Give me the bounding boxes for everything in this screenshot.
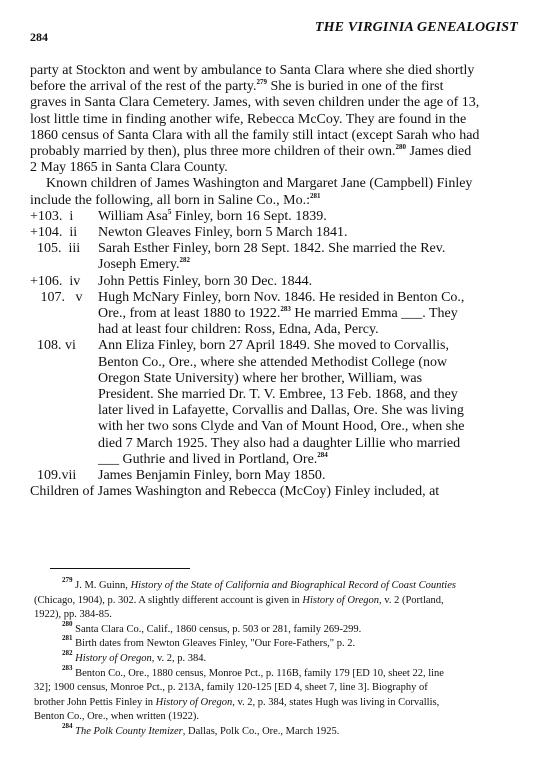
body-line: Children of James Washington and Rebecca (McCoy) Finley included, at [30, 484, 440, 500]
footnote-line [34, 634, 528, 652]
body-line: graves in Santa Clara Cemetery. James, with seven children under the age of 13, [30, 95, 480, 111]
body-line: before the arrival of the rest of the party.$^{279}$ She is buried in one of the first [30, 78, 444, 95]
footnote-line [34, 663, 528, 682]
page-header [30, 20, 518, 42]
footnote-text: , Dallas, Polk Co., Ore., March 1925. [182, 725, 340, 737]
footnote-line [34, 619, 528, 638]
footnote-ref: 279 [256, 78, 267, 87]
footnote-text: Birth dates from Newton Gleaves Finley, "Our Fore-Fathers," p. 2. [75, 638, 356, 650]
footnote-text: , v. 2, p. 384. [151, 652, 207, 664]
footnote-text: , v. 2, p. 384, states Hugh was living in Corvallis, [232, 696, 440, 708]
footnote-ref: 284 [317, 450, 328, 459]
italic-title: History of Oregon [75, 652, 152, 664]
footnote-text: Benton Co., Ore., when written (1922). [34, 711, 200, 723]
child-number: 109.vii [30, 468, 77, 484]
body-text [30, 63, 522, 500]
footnote-line [34, 710, 528, 725]
child-entry: +104. ii Newton Gleaves Finley, born 5 March 1841. [30, 225, 348, 241]
footnote-ref: 280 [395, 143, 406, 152]
italic-title: The Polk County Itemizer [75, 725, 183, 737]
footnote-number: 281 [62, 634, 73, 643]
journal-title: THE VIRGINIA GENEALOGIST [314, 20, 518, 35]
child-entry: 105. iii Sarah Esther Finley, born 28 Sept. 1842. She married the Rev. Joseph Emery.$^{282}$ [30, 241, 446, 273]
body-line: 1860 census of Santa Clara with all the family still intact (except Sarah who had [30, 127, 480, 143]
footnote-line [34, 648, 528, 667]
child-entry: 108. vi Ann Eliza Finley, born 27 April 1849. She moved to Corvallis, Benton Co., Ore., where she attended Methodist College (now Oregon State University) where her brother, William, was President. She married Dr. T. V. Embree, 13 Feb. 1868, and they later lived in Lafayette, Corvallis and Dallas, Ore. She was living with her two sons Clyde and Van of Mount Hood, Ore., when she died 7 March 1925. They also had a daughter Lillie who married ___ Guthrie and lived in Portland, Ore.$^{284}$ [30, 338, 465, 467]
body-line: probably married by then), plus three more children of their own.$^{280}$ James died [30, 143, 472, 160]
footnote [34, 721, 528, 740]
footnote-text: 1922), pp. 384-85. [34, 609, 112, 621]
footnote [34, 663, 528, 725]
footnote [34, 648, 528, 667]
footnote-ref: 282 [179, 256, 191, 265]
footnote-line [34, 594, 528, 609]
footnote-ref: 281 [309, 191, 321, 200]
footnote-divider [50, 568, 190, 569]
body-line: Known children of James Washington and Margaret Jane (Campbell) Finley [46, 176, 473, 192]
body-line: include the following, all born in Saline Co., Mo.:$^{281}$ [30, 191, 321, 208]
child-entry: 107. v Hugh McNary Finley, born Nov. 1846. He resided in Benton Co., Ore., from at least 1880 to 1922.$^{283}$ He married Emma ___. They had at least four children: Ross, Edna, Ada, Percy. [30, 289, 465, 338]
footnote-ref: 283 [280, 305, 291, 314]
child-number: +103. i [30, 208, 74, 224]
footnote-text: Santa Clara Co., Calif., 1860 census, p. 503 or 281, family 269-299. [75, 623, 362, 635]
footnote-number: 284 [62, 721, 73, 730]
footnote-number: 280 [62, 619, 73, 628]
italic-title: History of the State of California and Biographical Record of Coast Counties [130, 580, 456, 591]
footnote [34, 576, 528, 623]
child-number: 105. iii [30, 241, 81, 257]
page-number: 284 [30, 30, 48, 44]
child-entry: +103. i William Asa$^5$ Finley, born 16 Sept. 1839. [30, 207, 327, 224]
footnote-line [34, 576, 528, 594]
footnote-text: 32]; 1900 census, Monroe Pct., p. 213A, family 120-125 [ED 4, sheet 7, line 3]. Biography of [34, 682, 428, 694]
footnote [34, 619, 528, 638]
footnote-line [34, 696, 528, 711]
italic-title: History of Oregon [155, 696, 233, 708]
footnote [34, 634, 528, 652]
footnote-line [34, 721, 528, 740]
footnote-text: , v. 2 (Portland, [379, 594, 444, 606]
footnote-line [34, 681, 528, 696]
child-number: +104. ii [30, 225, 78, 241]
child-number: 108. vi [30, 338, 76, 354]
footnote-text: J. M. Guinn, [75, 580, 131, 591]
footnote-number: 279 [62, 576, 73, 584]
footnote-ref: 5 [167, 207, 172, 216]
footnote-number: 282 [62, 648, 73, 657]
child-entry: +106. iv John Pettis Finley, born 30 Dec. 1844. [30, 273, 313, 289]
footnote-number: 283 [62, 663, 73, 672]
body-line: lost little time in finding another wife, Rebecca McCoy. They are found in the [30, 111, 467, 127]
child-number: +106. iv [30, 273, 81, 289]
footnote-line [34, 608, 528, 623]
footnote-text: Benton Co., Ore., 1880 census, Monroe Pct., p. 116B, family 179 [ED 10, sheet 22, line [75, 667, 444, 679]
footnote-text: brother John Pettis Finley in [34, 696, 156, 708]
body-line: party at Stockton and went by ambulance to Santa Clara where she died shortly [30, 63, 475, 78]
child-entry: 109.vii James Benjamin Finley, born May 1850. [30, 468, 326, 484]
footnotes [34, 576, 528, 740]
child-number: 107. v [30, 289, 83, 305]
body-line: 2 May 1865 in Santa Clara County. [30, 160, 228, 176]
italic-title: History of Oregon [302, 594, 380, 606]
footnote-text: (Chicago, 1904), p. 302. A slightly different account is given in [34, 594, 303, 606]
